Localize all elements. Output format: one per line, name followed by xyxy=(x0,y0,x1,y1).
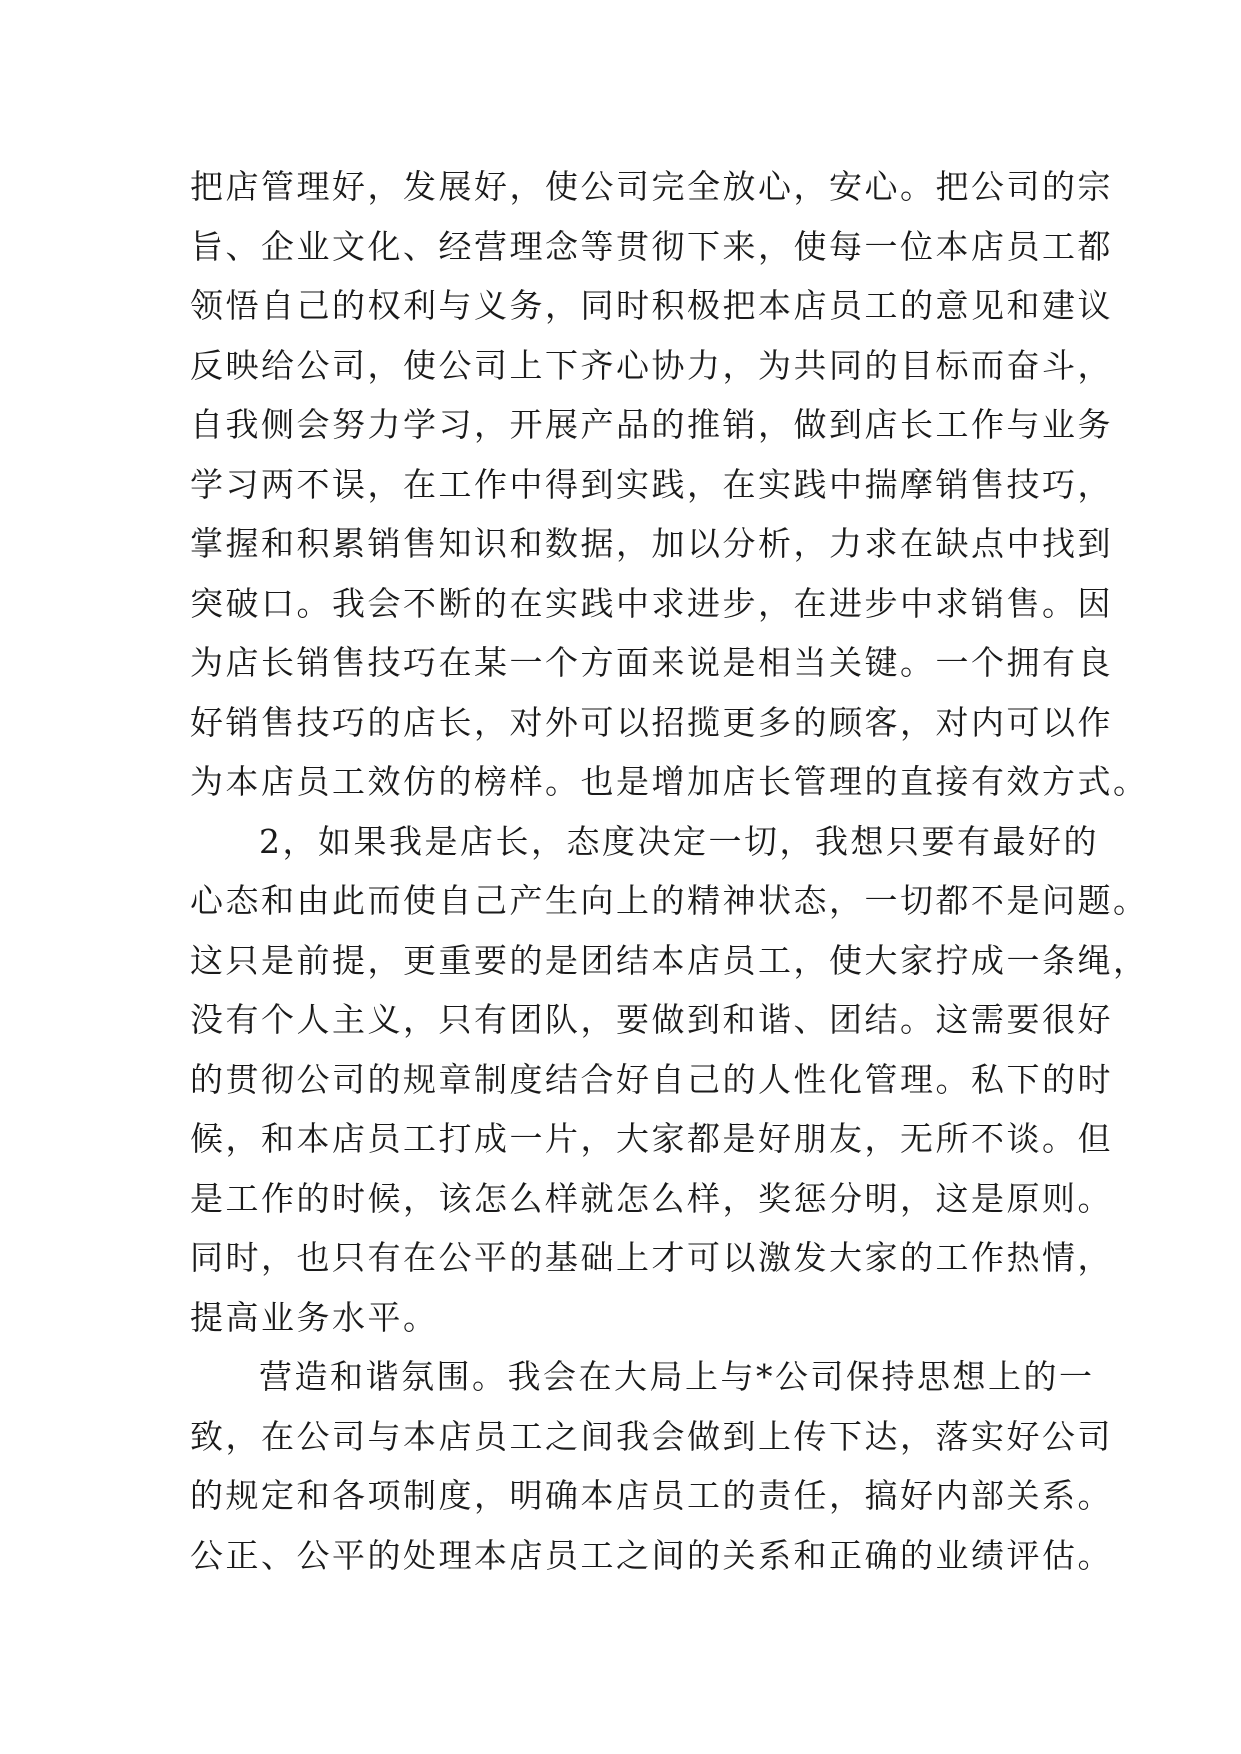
text-line: 2，如果我是店长，态度决定一切，我想只要有最好的 xyxy=(259,821,1099,861)
document-body xyxy=(190,157,1149,1585)
text-line: 候，和本店员工打成一片，大家都是好朋友，无所不谈。但 xyxy=(190,1119,1113,1158)
text-line: 为店长销售技巧在某一个方面来说是相当关键。一个拥有良 xyxy=(190,643,1113,682)
text-line: 反映给公司，使公司上下齐心协力，为共同的目标而奋斗， xyxy=(190,345,1113,385)
text-line: 把店管理好，发展好，使公司完全放心，安心。把公司的宗 xyxy=(190,167,1113,206)
text-line: 心态和由此而使自己产生向上的精神状态，一切都不是问题。 xyxy=(190,881,1149,920)
paragraph-1 xyxy=(190,157,1149,812)
text-line: 公正、公平的处理本店员工之间的关系和正确的业绩评估。 xyxy=(190,1535,1113,1575)
paragraph-3 xyxy=(190,1347,1113,1585)
text-line: 没有个人主义，只有团队，要做到和谐、团结。这需要很好 xyxy=(190,1000,1113,1039)
text-line: 旨、企业文化、经营理念等贯彻下来，使每一位本店员工都 xyxy=(190,226,1113,266)
text-line: 营造和谐氛围。我会在大局上与*公司保持思想上的一 xyxy=(259,1357,1095,1396)
text-line: 的贯彻公司的规章制度结合好自己的人性化管理。私下的时 xyxy=(190,1059,1113,1099)
text-line: 致，在公司与本店员工之间我会做到上传下达，落实好公司 xyxy=(190,1416,1113,1456)
text-line: 好销售技巧的店长，对外可以招揽更多的顾客，对内可以作 xyxy=(190,702,1113,742)
text-line: 为本店员工效仿的榜样。也是增加店长管理的直接有效方式。 xyxy=(190,762,1149,801)
text-line: 是工作的时候，该怎么样就怎么样，奖惩分明，这是原则。 xyxy=(190,1178,1113,1218)
text-line: 的规定和各项制度，明确本店员工的责任，搞好内部关系。 xyxy=(190,1476,1113,1515)
text-line: 提高业务水平。 xyxy=(190,1297,439,1337)
text-line: 同时，也只有在公平的基础上才可以激发大家的工作热情， xyxy=(190,1238,1113,1277)
text-line: 掌握和积累销售知识和数据，加以分析，力求在缺点中找到 xyxy=(190,524,1113,563)
text-line: 领悟自己的权利与义务，同时积极把本店员工的意见和建议 xyxy=(190,286,1113,325)
text-line: 突破口。我会不断的在实践中求进步，在进步中求销售。因 xyxy=(190,583,1113,623)
text-line: 自我侧会努力学习，开展产品的推销，做到店长工作与业务 xyxy=(190,405,1113,444)
paragraph-2 xyxy=(190,812,1149,1348)
text-line: 学习两不误，在工作中得到实践，在实践中揣摩销售技巧， xyxy=(190,464,1113,504)
text-line: 这只是前提，更重要的是团结本店员工，使大家拧成一条绳， xyxy=(190,940,1149,980)
